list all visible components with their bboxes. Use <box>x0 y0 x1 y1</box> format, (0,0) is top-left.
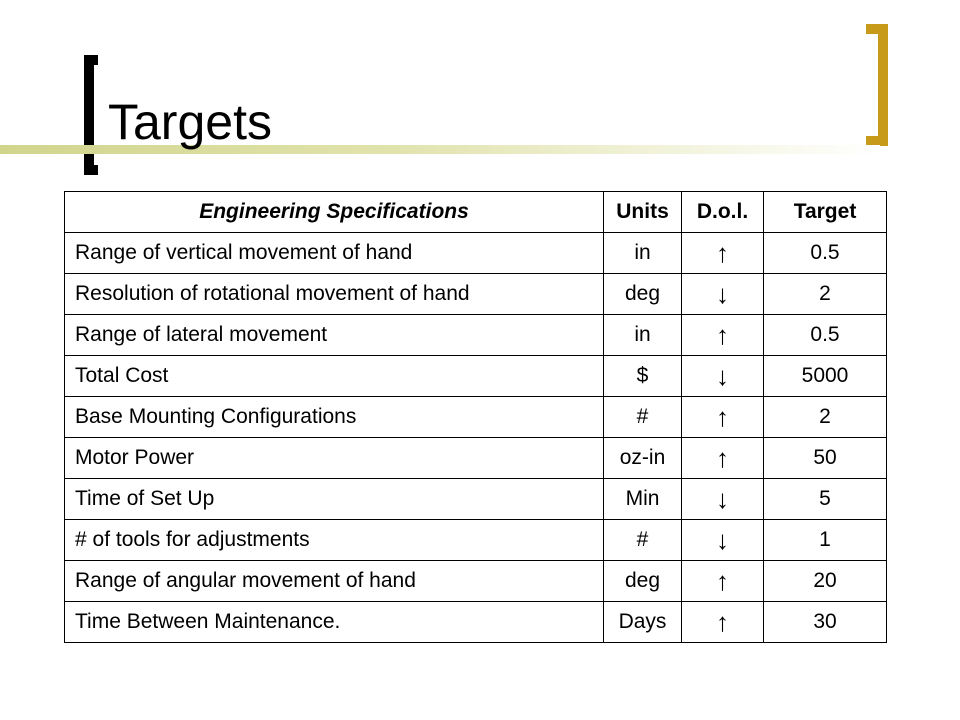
units-cell: deg <box>604 561 682 602</box>
target-cell: 5 <box>764 479 887 520</box>
left-bracket-decoration <box>84 55 98 175</box>
spec-cell: Range of angular movement of hand <box>65 561 604 602</box>
arrow-up-icon: ↑ <box>682 438 764 479</box>
units-cell: # <box>604 397 682 438</box>
header-target: Target <box>764 192 887 233</box>
arrow-down-icon: ↓ <box>682 479 764 520</box>
units-cell: deg <box>604 274 682 315</box>
target-cell: 5000 <box>764 356 887 397</box>
table-header-row <box>65 192 887 233</box>
arrow-up-icon: ↑ <box>682 602 764 643</box>
target-cell: 0.5 <box>764 315 887 356</box>
engineering-specifications-table <box>64 191 887 643</box>
slide-title: Targets <box>108 94 272 150</box>
units-cell: Min <box>604 479 682 520</box>
target-cell: 2 <box>764 274 887 315</box>
table-row <box>65 602 887 643</box>
target-cell: 0.5 <box>764 233 887 274</box>
spec-cell: Range of lateral movement <box>65 315 604 356</box>
units-cell: $ <box>604 356 682 397</box>
table-row <box>65 397 887 438</box>
units-cell: in <box>604 233 682 274</box>
arrow-up-icon: ↑ <box>682 561 764 602</box>
table-row <box>65 315 887 356</box>
spec-cell: Total Cost <box>65 356 604 397</box>
spec-cell: Motor Power <box>65 438 604 479</box>
arrow-down-icon: ↓ <box>682 356 764 397</box>
arrow-up-icon: ↑ <box>682 315 764 356</box>
table-row <box>65 520 887 561</box>
units-cell: Days <box>604 602 682 643</box>
table-row <box>65 274 887 315</box>
target-cell: 2 <box>764 397 887 438</box>
spec-cell: Time Between Maintenance. <box>65 602 604 643</box>
spec-cell: Time of Set Up <box>65 479 604 520</box>
spec-cell: Base Mounting Configurations <box>65 397 604 438</box>
spec-cell: Resolution of rotational movement of hand <box>65 274 604 315</box>
units-cell: oz-in <box>604 438 682 479</box>
header-dol: D.o.l. <box>682 192 764 233</box>
arrow-down-icon: ↓ <box>682 274 764 315</box>
units-cell: # <box>604 520 682 561</box>
table-row <box>65 233 887 274</box>
target-cell: 30 <box>764 602 887 643</box>
arrow-up-icon: ↑ <box>682 397 764 438</box>
units-cell: in <box>604 315 682 356</box>
table-row <box>65 561 887 602</box>
spec-cell: Range of vertical movement of hand <box>65 233 604 274</box>
header-units: Units <box>604 192 682 233</box>
spec-cell: # of tools for adjustments <box>65 520 604 561</box>
table-row <box>65 356 887 397</box>
target-cell: 20 <box>764 561 887 602</box>
arrow-up-icon: ↑ <box>682 233 764 274</box>
header-engineering-specifications: Engineering Specifications <box>65 192 604 233</box>
arrow-down-icon: ↓ <box>682 520 764 561</box>
target-cell: 1 <box>764 520 887 561</box>
target-cell: 50 <box>764 438 887 479</box>
right-bracket-decoration <box>866 24 888 146</box>
table-row <box>65 438 887 479</box>
table-row <box>65 479 887 520</box>
